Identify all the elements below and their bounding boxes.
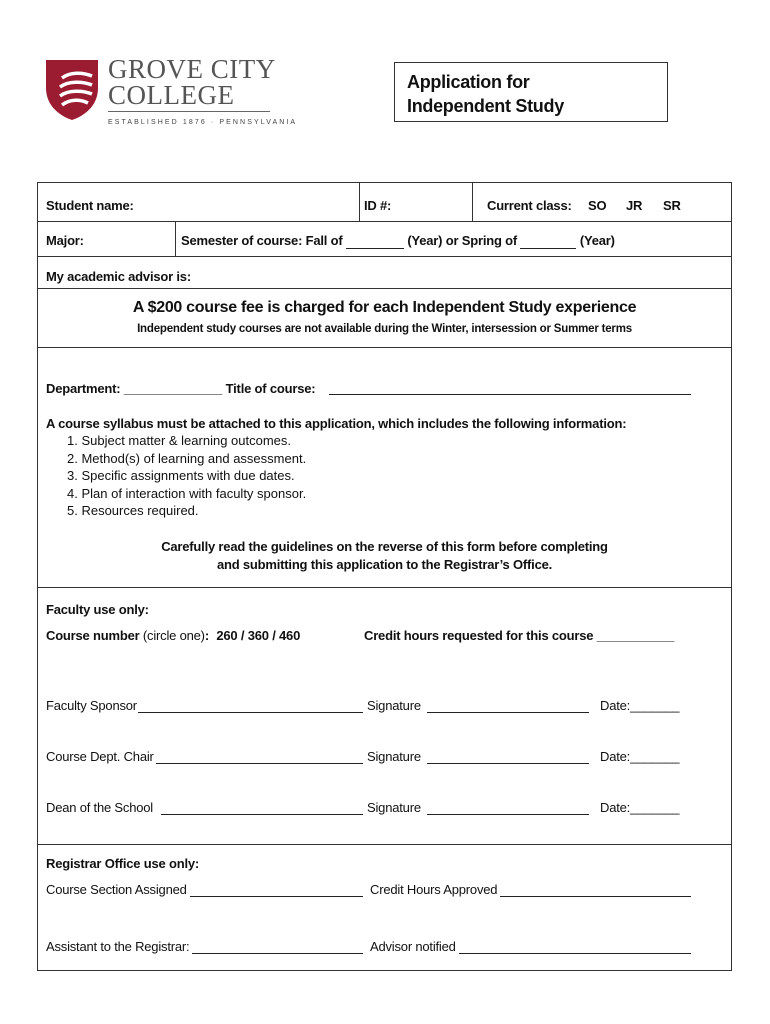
circle-one-hint: (circle one) [142,628,205,643]
syllabus-intro: A course syllabus must be attached to this application, which includes the following information: [46,416,627,431]
semester-label [181,233,615,249]
class-option-so[interactable]: SO [588,198,607,213]
department-field[interactable]: ______________ [123,381,223,396]
form-title-line2: Independent Study [407,96,564,116]
student-name-label: Student name: [46,198,134,213]
course-number-line [46,628,300,643]
course-number-label: Course number [46,628,140,643]
list-item: 3. Specific assignments with due dates. [67,468,295,483]
registrar-heading: Registrar Office use only: [46,856,200,871]
syllabus-list [67,432,306,520]
faculty-sponsor-field[interactable] [138,712,363,713]
course-number-colon: : [204,628,209,643]
credit-approved-field[interactable] [500,896,691,897]
faculty-heading: Faculty use only: [46,602,149,617]
course-section-field[interactable] [190,896,363,897]
semester-of-course-label: Semester of course: [181,233,303,248]
fall-year-field[interactable] [346,233,404,249]
list-item: 4. Plan of interaction with faculty sponsor. [67,485,307,501]
list-item: 2. Method(s) of learning and assessment. [67,450,307,466]
advisor-notified-label: Advisor notified [370,939,456,954]
faculty-sponsor-signature-field[interactable] [427,712,589,713]
student-name-field[interactable] [178,189,354,215]
college-name-line1: GROVE CITY [108,54,276,84]
dept-chair-signature-field[interactable] [427,763,589,764]
spring-of-label: Spring of [461,233,517,248]
major-field[interactable] [98,225,170,253]
course-title-label: Title of course: [225,381,316,396]
dept-chair-signature-label: Signature [367,749,421,764]
dept-chair-field[interactable] [156,763,363,764]
date-label: Date: [600,698,631,713]
current-class-label: Current class: [487,198,572,213]
assistant-registrar-field[interactable] [192,953,363,954]
department-label: Department: [46,381,121,396]
advisor-label: My academic advisor is: [46,269,191,284]
form-title-line1: Application for [407,72,530,92]
fall-of-label: Fall of [305,233,343,248]
id-field[interactable] [400,189,468,215]
credit-hours-line [364,628,674,643]
fee-headline: A $200 course fee is charged for each Independent Study experience [132,299,637,316]
application-form [37,182,732,971]
college-name-line2: COLLEGE [108,80,235,110]
date-label: Date: [600,800,631,815]
fall-year-hint: (Year) [407,233,443,248]
credit-hours-label: Credit hours requested for this course [364,628,594,643]
form-title [407,70,564,118]
logo-divider [108,111,270,112]
dept-chair-date-field[interactable]: _______ [630,749,680,764]
faculty-sponsor-label: Faculty Sponsor [46,698,137,713]
college-logo-shield-icon [44,58,100,127]
dean-label: Dean of the School [46,800,153,815]
date-label: Date: [600,749,631,764]
course-title-field[interactable] [329,394,691,395]
form-title-box [394,62,668,122]
list-item: 5. Resources required. [67,503,199,518]
advisor-notified-field[interactable] [459,953,691,954]
major-label: Major: [46,233,84,248]
faculty-sponsor-date [600,698,679,713]
id-label: ID #: [364,198,392,213]
course-number-options[interactable]: 260 / 360 / 460 [216,628,301,643]
fee-note: Independent study courses are not available during the Winter, intersession or Summer terms [137,323,632,335]
assistant-registrar-label: Assistant to the Registrar: [46,939,190,954]
guidelines-line1: Carefully read the guidelines on the reverse of this form before completing [161,539,608,554]
faculty-sponsor-date-field[interactable]: _______ [630,698,680,713]
class-option-jr[interactable]: JR [626,198,643,213]
dean-field[interactable] [161,814,363,815]
course-section-label: Course Section Assigned [46,882,187,897]
spring-year-field[interactable] [520,233,576,249]
dean-date [600,800,679,815]
dean-signature-label: Signature [367,800,421,815]
advisor-field[interactable] [203,261,723,285]
list-item: 1. Subject matter & learning outcomes. [67,433,292,448]
department-line [46,381,315,396]
dean-date-field[interactable]: _______ [630,800,680,815]
dean-signature-field[interactable] [427,814,589,815]
spring-year-hint: (Year) [579,233,615,248]
guidelines-line2: and submitting this application to the Registrar’s Office. [216,557,553,572]
or-label: or [445,233,459,248]
class-option-sr[interactable]: SR [663,198,681,213]
established-tagline: ESTABLISHED 1876 · PENNSYLVANIA [108,119,298,126]
credit-hours-field[interactable]: ___________ [596,628,675,643]
dept-chair-label: Course Dept. Chair [46,749,154,764]
faculty-sponsor-signature-label: Signature [367,698,421,713]
credit-approved-label: Credit Hours Approved [370,882,498,897]
dept-chair-date [600,749,679,764]
